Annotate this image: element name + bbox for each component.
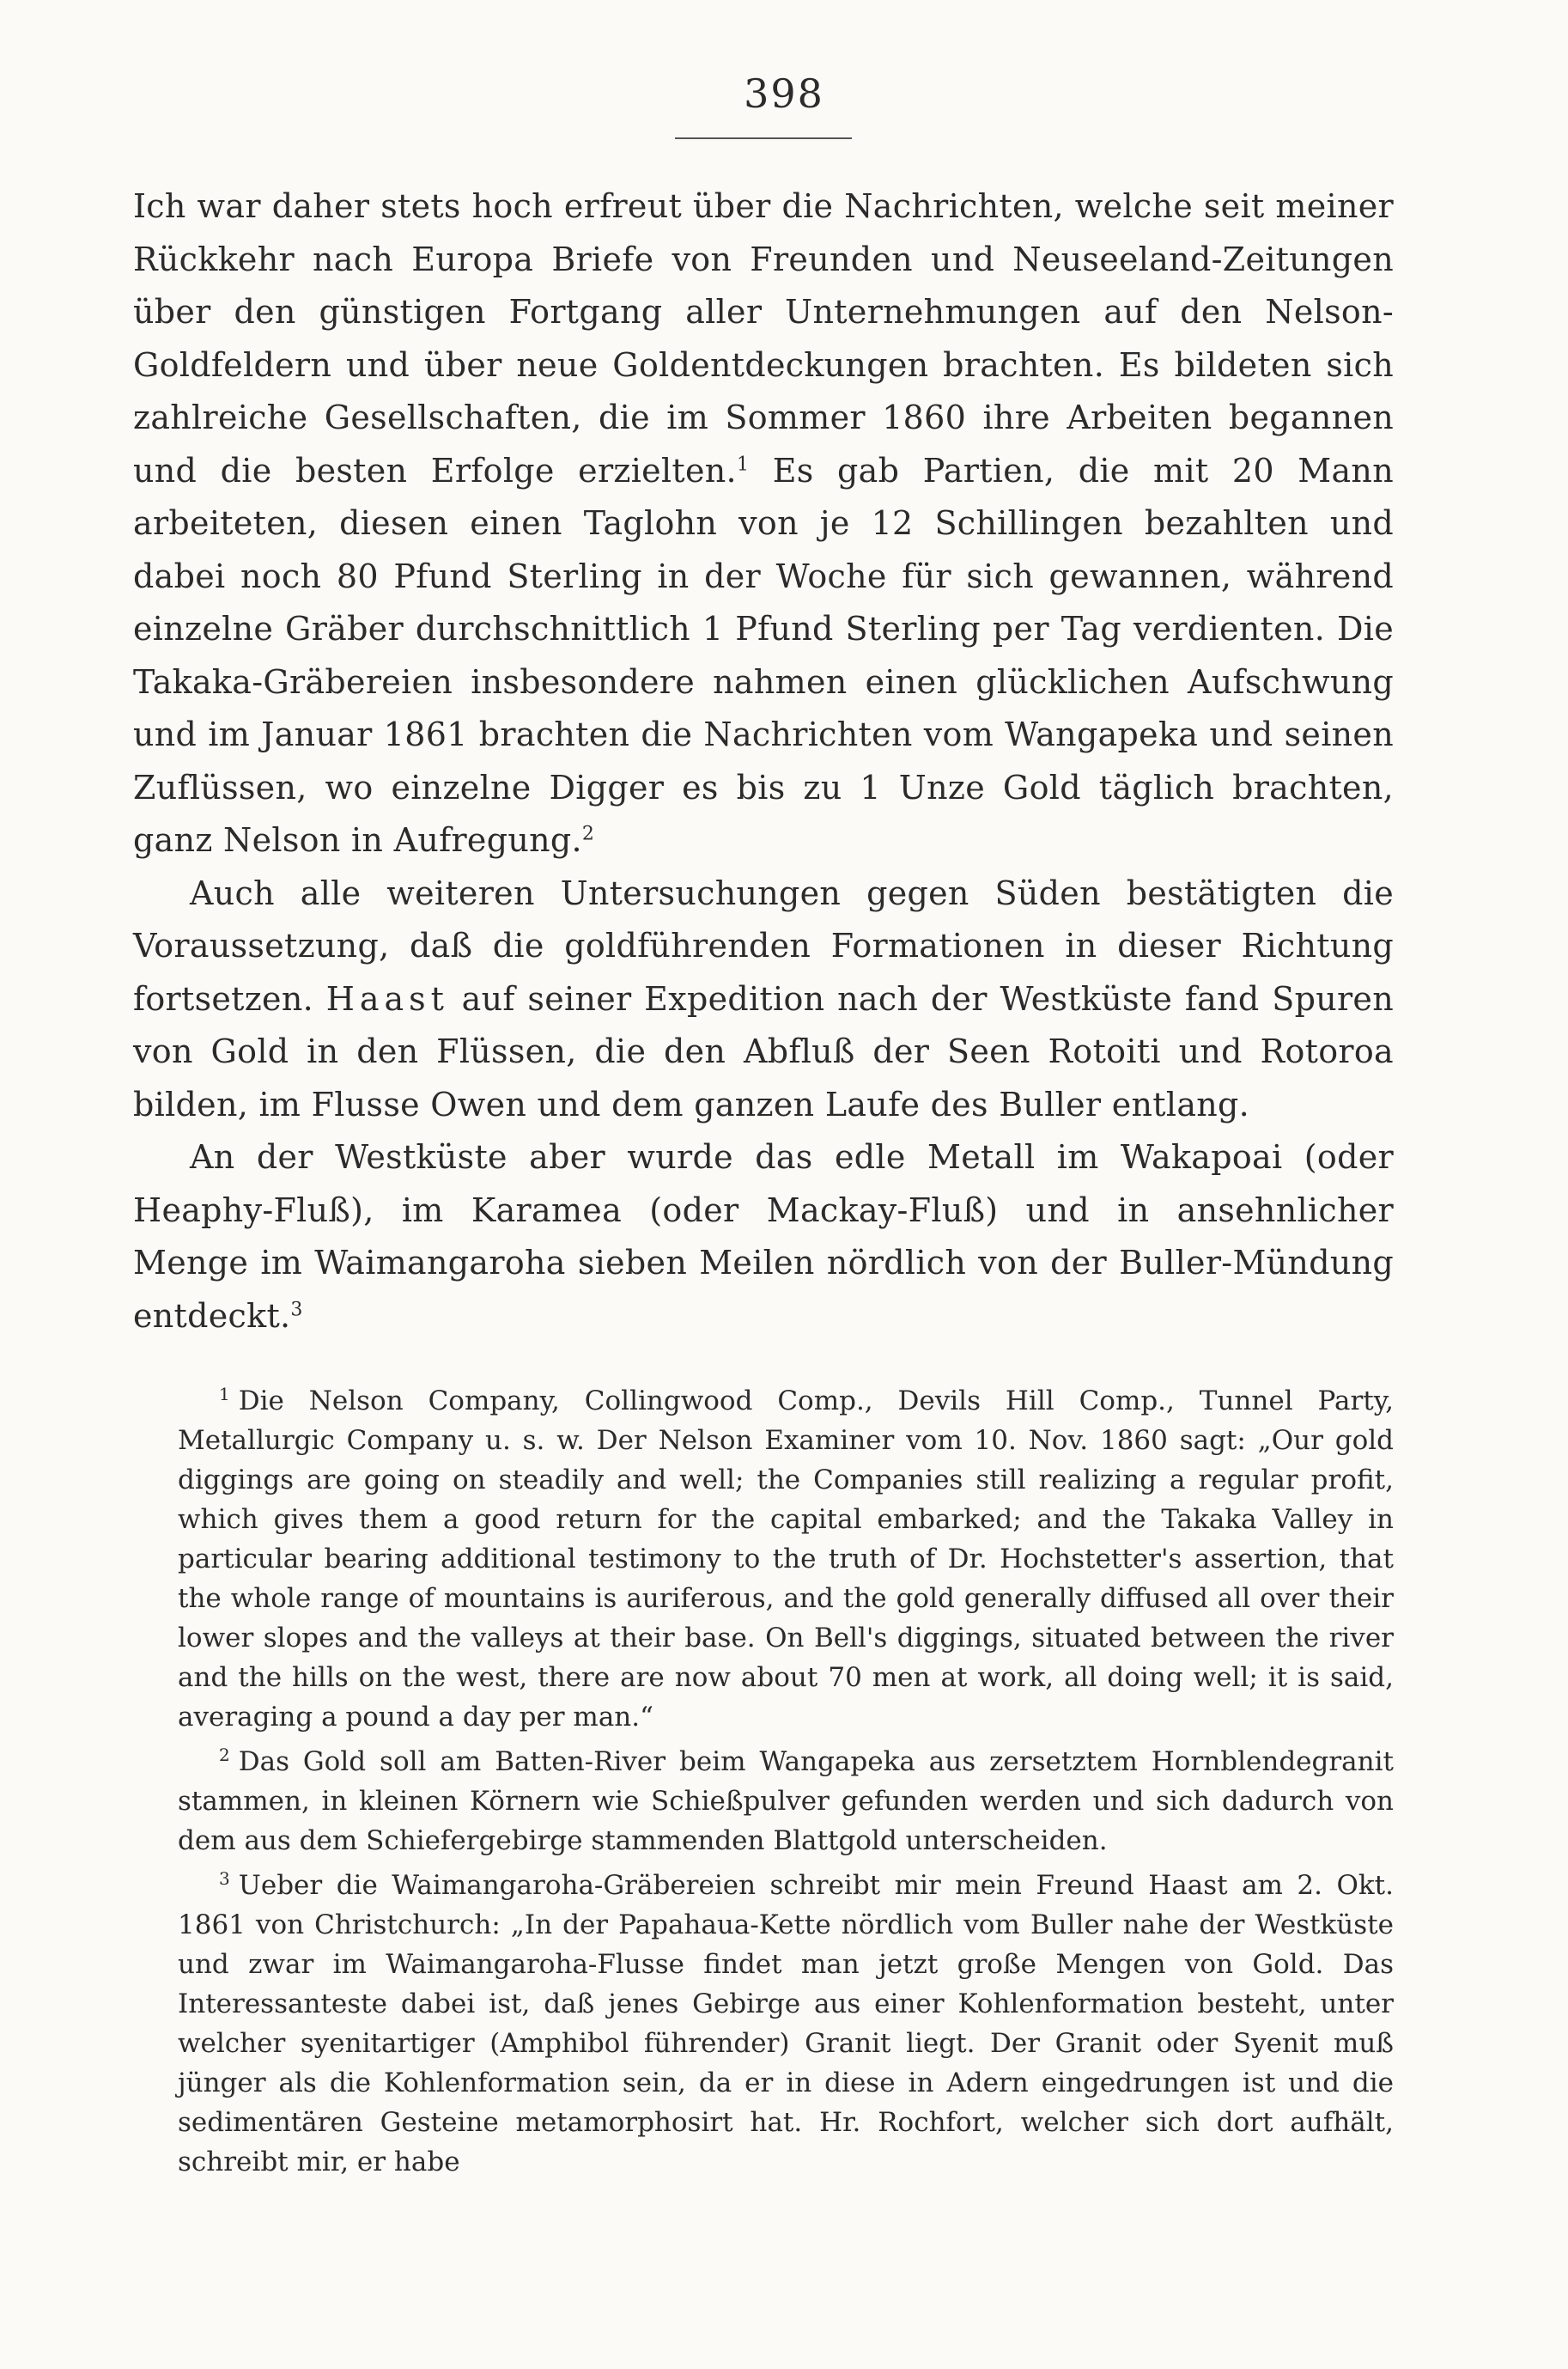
footnote-reference: 3: [290, 1298, 303, 1320]
paragraph: [133, 868, 1394, 1132]
spaced-name: Haast: [325, 979, 449, 1018]
paragraph: [133, 180, 1394, 868]
footnote-mark: 3: [219, 1867, 230, 1889]
paragraph-text: auf seiner Expedition nach der Westküste fand Spuren von Gold in den Flüssen, die den Abfluß der Seen Rotoiti und Rotoroa bilden, im Flusse Owen und dem ganzen Laufe des Buller entlang.: [133, 979, 1394, 1124]
paragraph-text: Ich war daher stets hoch erfreut über die Nachrichten, welche seit meiner Rückkehr nach Europa Briefe von Freunden und Neuseeland-Zeitungen über den günstigen Fortgang aller Unternehmungen auf den Nelson-Goldfeldern und über neue Goldentdeckungen brachten. Es bildeten sich zahlreiche Gesellschaften, die im Sommer 1860 ihre Arbeiten begannen und die besten Erfolge erzielten.: [133, 187, 1394, 490]
footnote: [178, 1742, 1394, 1860]
footnote-reference: 2: [581, 823, 595, 845]
paragraph-text: Es gab Partien, die mit 20 Mann arbeiteten, diesen einen Taglohn von je 12 Schillingen bezahlten und dabei noch 80 Pfund Sterling in der Woche für sich gewannen, während einzelne Gräber durchschnittlich 1 Pfund Sterling per Tag verdienten. Die Takaka-Gräbereien insbesondere nahmen einen glücklichen Aufschwung und im Januar 1861 brachten die Nachrichten vom Wangapeka und seinen Zuflüssen, wo einzelne Digger es bis zu 1 Unze Gold täglich brachten, ganz Nelson in Aufregung.: [133, 451, 1394, 859]
footnote-text: Ueber die Waimangaroha-Gräbereien schreibt mir mein Freund Haast am 2. Okt. 1861 von Christchurch: „In der Papahaua-Kette nördlich vom Buller nahe der Westküste und zwar im Waimangaroha-Flusse findet man jetzt große Mengen von Gold. Das Interessanteste dabei ist, daß jenes Gebirge aus einer Kohlenformation besteht, unter welcher syenitartiger (Amphibol führender) Granit liegt. Der Granit oder Syenit muß jünger als die Kohlenformation sein, da er in diese in Adern eingedrungen ist und die sedimentären Gesteine metamorphosirt hat. Hr. Rochfort, welcher sich dort aufhält, schreibt mir, er habe: [178, 1870, 1394, 2177]
page-number: 398: [744, 70, 824, 117]
footnote-text: Das Gold soll am Batten-River beim Wangapeka aus zersetztem Hornblendegranit stammen, in kleinen Körnern wie Schießpulver gefunden werden und sich dadurch von dem aus dem Schiefergebirge stammenden Blattgold unterscheiden.: [178, 1746, 1394, 1856]
header-rule: [675, 137, 852, 139]
footnote: [178, 1381, 1394, 1737]
footnote-mark: 1: [219, 1383, 230, 1404]
footnote-mark: 2: [219, 1744, 230, 1765]
paragraph-text: Auch alle weiteren Untersuchungen gegen Süden bestätigten die Voraussetzung, daß die goldführenden Formationen in dieser Richtung fortsetzen.: [133, 874, 1394, 1018]
footnote-reference: 1: [736, 453, 750, 475]
paragraph: [133, 1131, 1394, 1343]
paragraph-text: An der Westküste aber wurde das edle Metall im Wakapoai (oder Heaphy-Fluß), im Karamea (oder Mackay-Fluß) und in ansehnlicher Menge im Waimangaroha sieben Meilen nördlich von der Buller-Mündung entdeckt.: [133, 1138, 1394, 1335]
footnote-text: Die Nelson Company, Collingwood Comp., Devils Hill Comp., Tunnel Party, Metallurgic Company u. s. w. Der Nelson Examiner vom 10. Nov. 1860 sagt: „Our gold diggings are going on steadily and well; the Companies still realizing a regular profit, which gives them a good return for the capital embarked; and the Takaka Valley in particular bearing additional testimony to the truth of Dr. Hochstetter's assertion, that the whole range of mountains is auriferous, and the gold generally diffused all over their lower slopes and the valleys at their base. On Bell's diggings, situated between the river and the hills on the west, there are now about 70 men at work, all doing well; it is said, averaging a pound a day per man.“: [178, 1385, 1394, 1733]
footnotes: [178, 1381, 1394, 2182]
footnote: [178, 1866, 1394, 2182]
main-text: [133, 180, 1394, 1343]
